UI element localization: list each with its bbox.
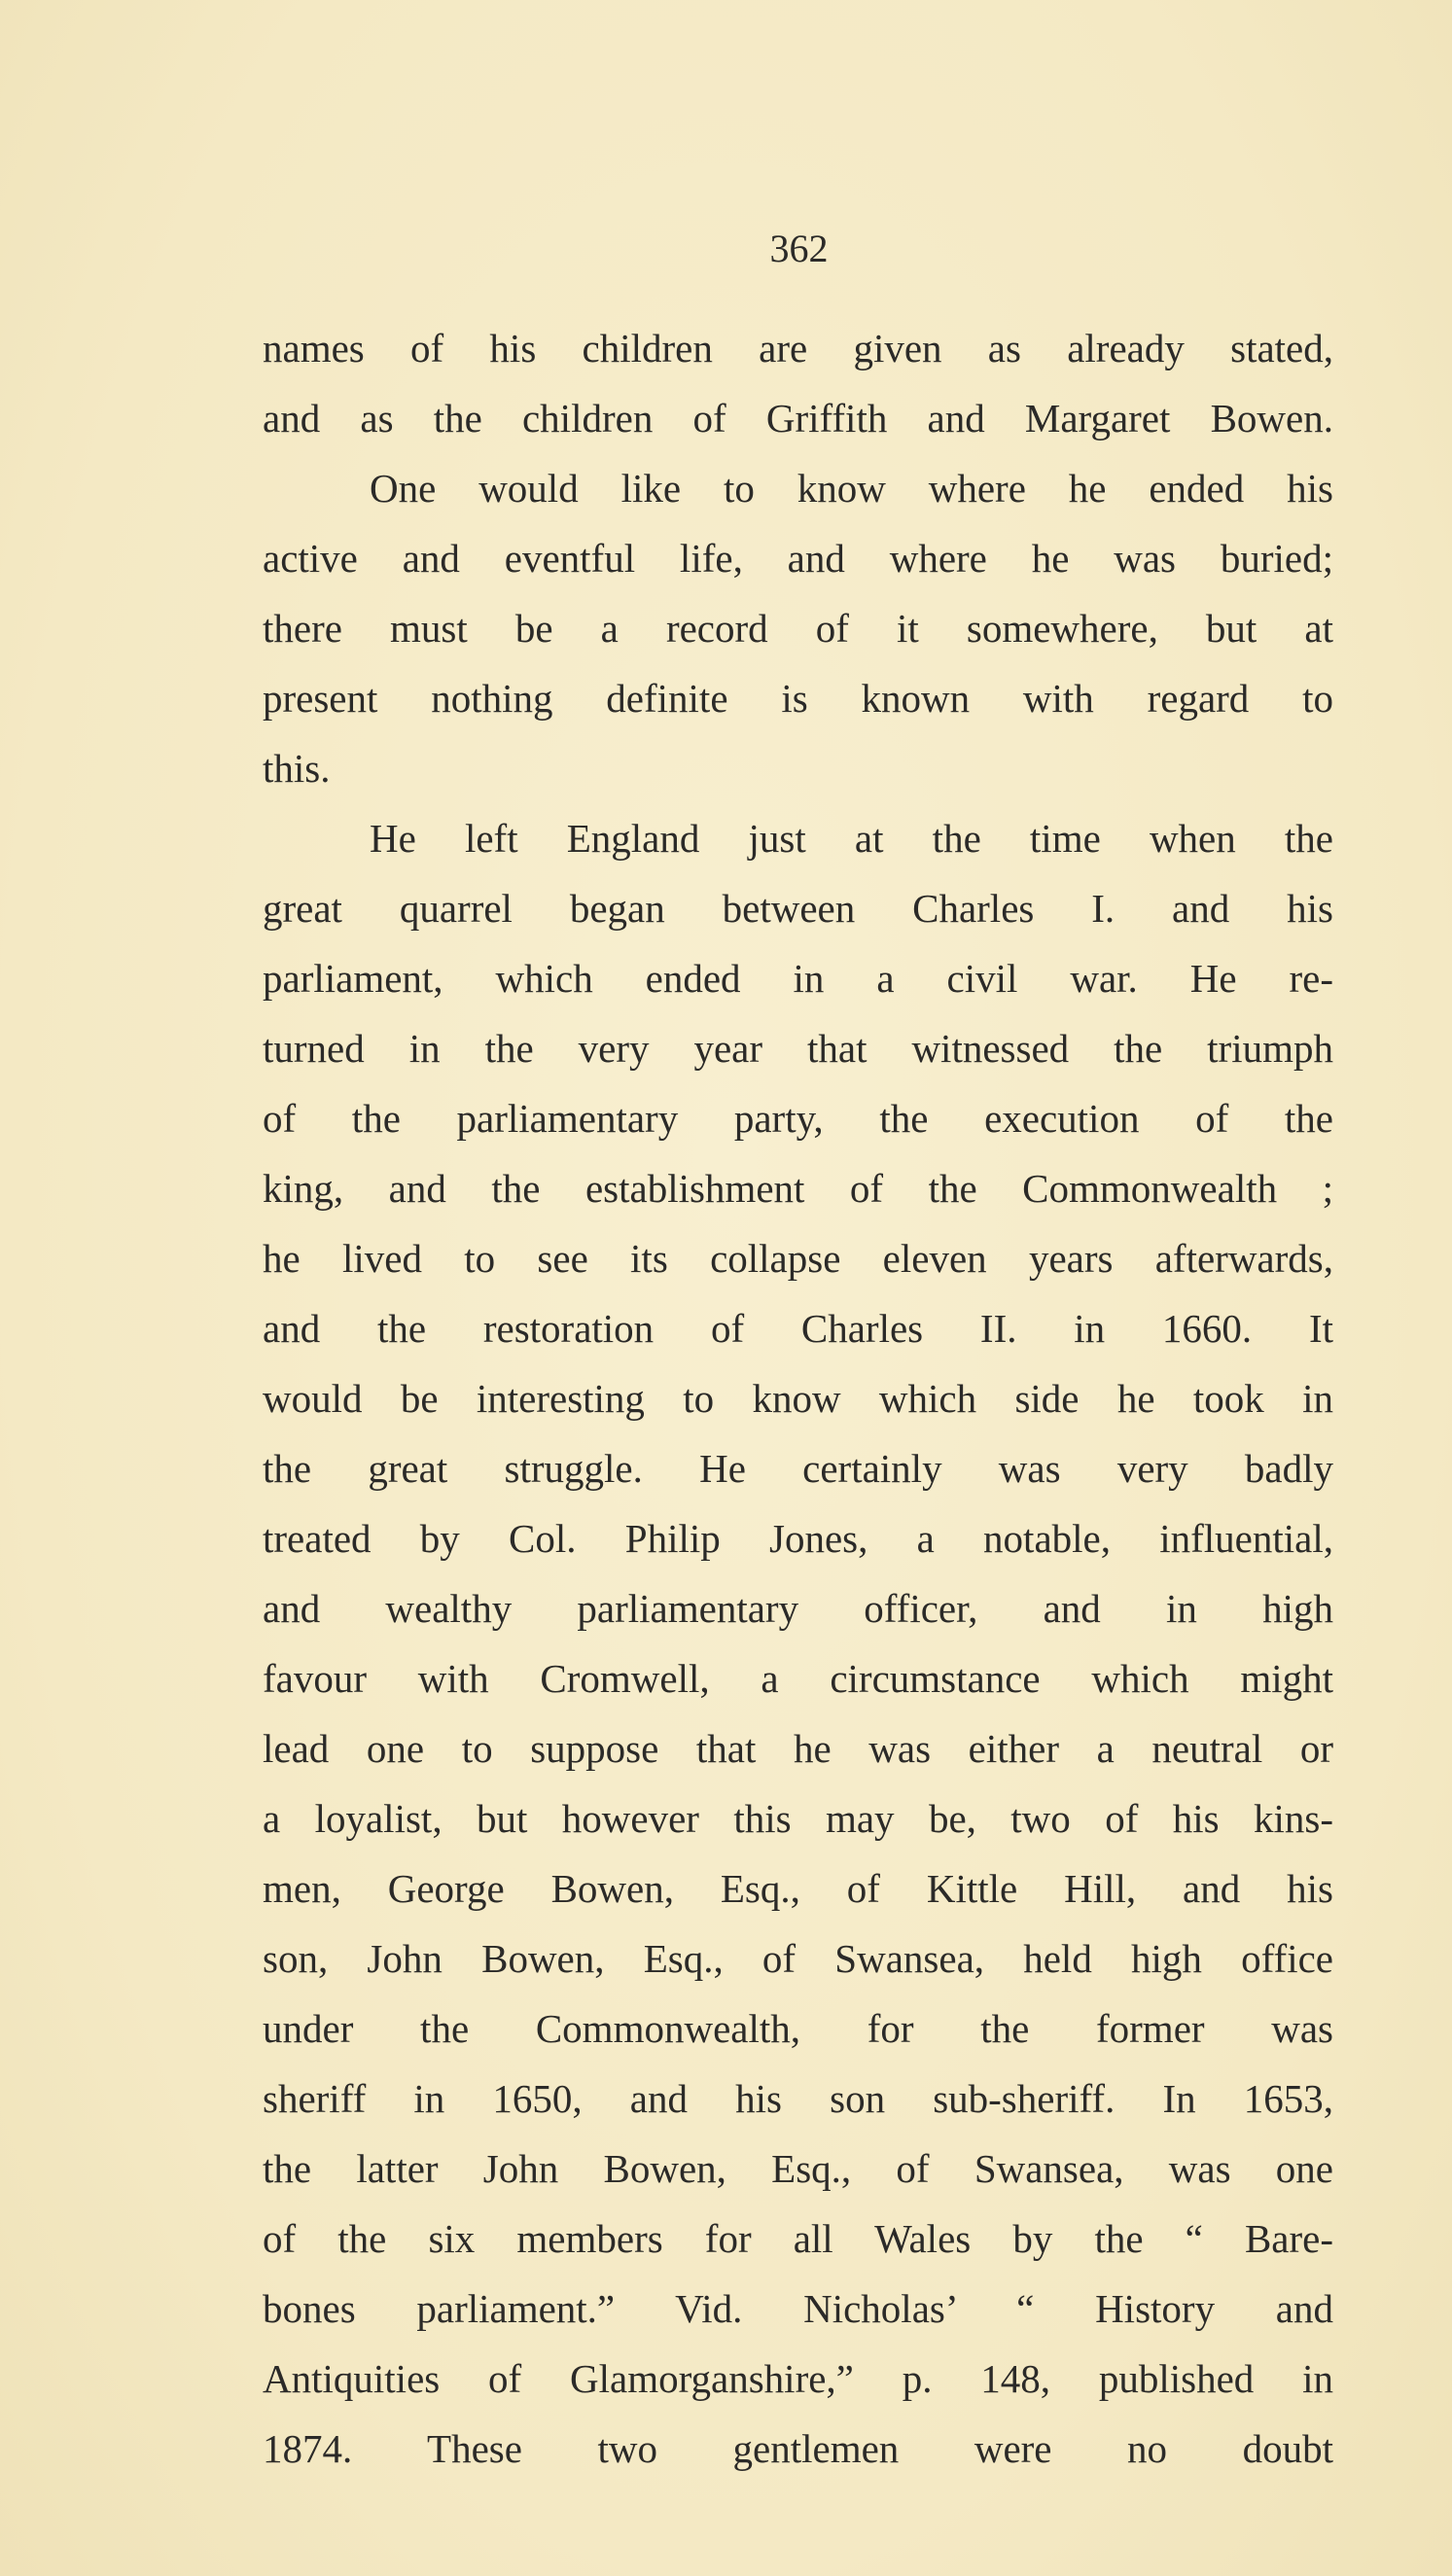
text-line: Antiquities of Glamorganshire,” p. 148, published in: [263, 2356, 1333, 2401]
body-text: [263, 313, 1333, 2484]
text-line: and as the children of Griffith and Margaret Bowen.: [263, 396, 1333, 441]
text-line: there must be a record of it somewhere, but at: [263, 606, 1333, 651]
text-line: present nothing definite is known with regard to: [263, 676, 1333, 721]
text-line: he lived to see its collapse eleven years afterwards,: [263, 1236, 1333, 1281]
text-line: and wealthy parliamentary officer, and in high: [263, 1586, 1333, 1631]
text-line: the great struggle. He certainly was very badly: [263, 1446, 1333, 1491]
text-line: the latter John Bowen, Esq., of Swansea, was one: [263, 2146, 1333, 2191]
text-line: a loyalist, but however this may be, two of his kins-: [263, 1796, 1333, 1841]
text-line: active and eventful life, and where he was buried;: [263, 536, 1333, 581]
text-line: king, and the establishment of the Commonwealth ;: [263, 1166, 1333, 1211]
text-line: great quarrel began between Charles I. and his: [263, 886, 1333, 931]
text-line: turned in the very year that witnessed the triumph: [263, 1026, 1333, 1071]
text-line: men, George Bowen, Esq., of Kittle Hill, and his: [263, 1866, 1333, 1911]
page-number: 362: [769, 227, 829, 270]
text-line: parliament, which ended in a civil war. He re-: [263, 956, 1333, 1001]
text-line: names of his children are given as already stated,: [263, 326, 1333, 371]
text-line: under the Commonwealth, for the former was: [263, 2006, 1333, 2051]
text-line: this.: [263, 746, 331, 791]
text-line: One would like to know where he ended his: [370, 466, 1333, 511]
text-line: He left England just at the time when the: [370, 816, 1333, 861]
text-line: lead one to suppose that he was either a neutral or: [263, 1726, 1333, 1771]
text-line: would be interesting to know which side he took in: [263, 1376, 1333, 1421]
text-line: and the restoration of Charles II. in 1660. It: [263, 1306, 1333, 1351]
text-line: of the parliamentary party, the execution of the: [263, 1096, 1333, 1141]
text-line: of the six members for all Wales by the “ Bare-: [263, 2216, 1333, 2261]
text-line: 1874. These two gentlemen were no doubt: [263, 2426, 1333, 2471]
text-line: bones parliament.” Vid. Nicholas’ “ History and: [263, 2286, 1333, 2331]
text-line: favour with Cromwell, a circumstance which might: [263, 1656, 1333, 1701]
text-line: sheriff in 1650, and his son sub-sheriff. In 1653,: [263, 2076, 1333, 2121]
text-line: treated by Col. Philip Jones, a notable, influential,: [263, 1516, 1333, 1561]
text-line: son, John Bowen, Esq., of Swansea, held high office: [263, 1936, 1333, 1981]
